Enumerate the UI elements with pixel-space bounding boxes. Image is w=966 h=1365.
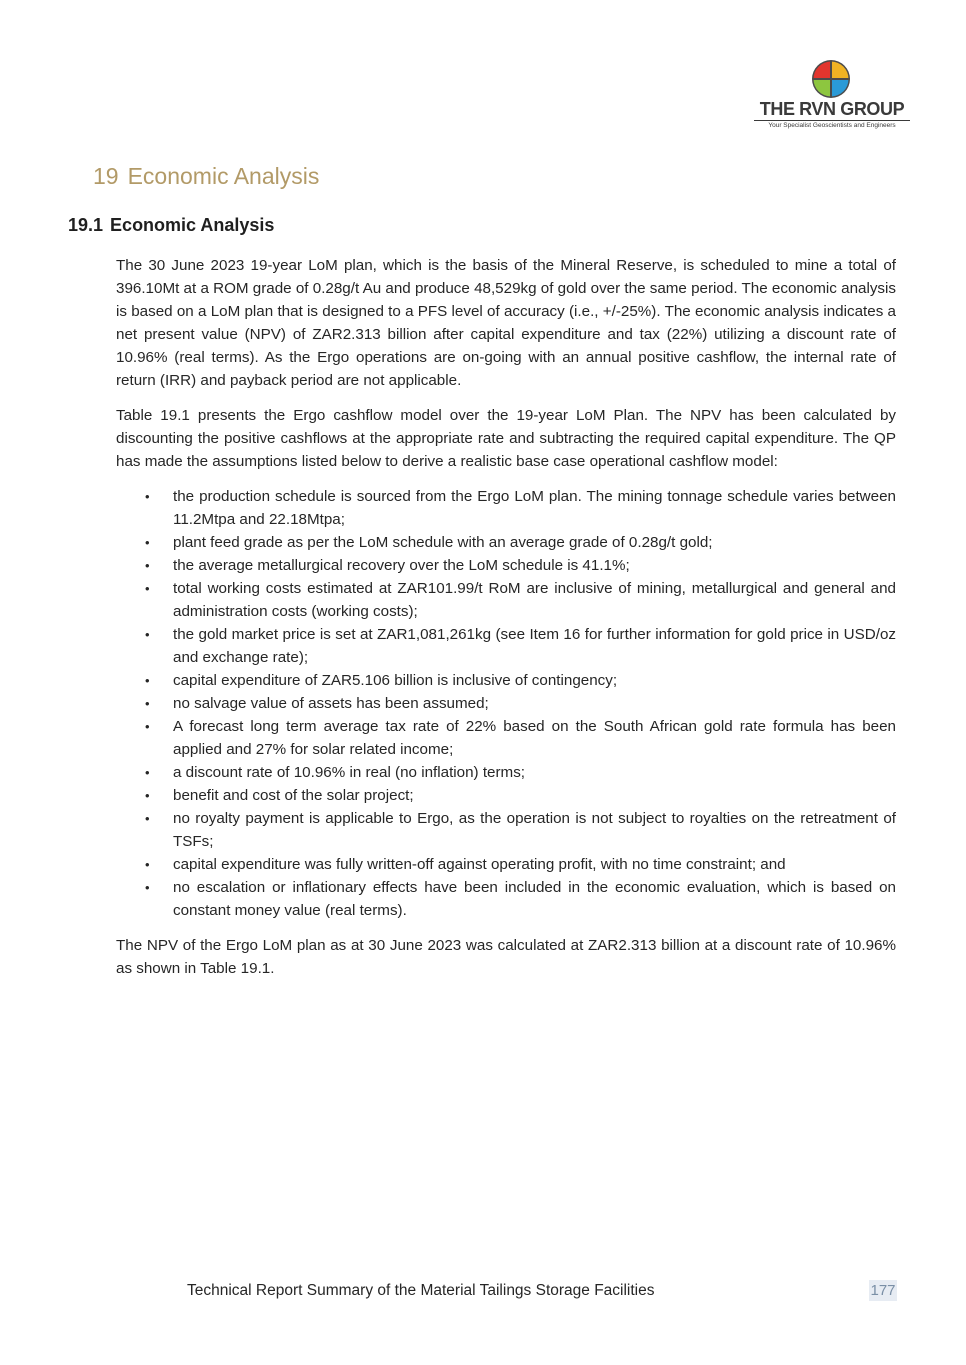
list-item: • no salvage value of assets has been assumed; [116,692,896,715]
bullet-icon: • [145,696,150,711]
list-item: • a discount rate of 10.96% in real (no inflation) terms; [116,761,896,784]
list-item: • the gold market price is set at ZAR1,081,261kg (see Item 16 for further information for gold price in USD/oz and exchange rate); [116,623,896,669]
bullet-icon: • [145,581,150,596]
list-item: • capital expenditure of ZAR5.106 billion is inclusive of contingency; [116,669,896,692]
list-item: • total working costs estimated at ZAR101.99/t RoM are inclusive of mining, metallurgical and general and administration costs (working costs); [116,577,896,623]
bullet-icon: • [145,788,150,803]
list-item: • no royalty payment is applicable to Ergo, as the operation is not subject to royalties on the retreatment of TSFs; [116,807,896,853]
paragraph-cashflow-intro: Table 19.1 presents the Ergo cashflow model over the 19-year LoM Plan. The NPV has been calculated by discounting the positive cashflows at the appropriate rate and subtracting the required capital expenditure. The QP has made the assumptions listed below to derive a realistic base case operational cashflow model: [116,407,896,470]
bullet-icon: • [145,535,150,550]
list-item: • no escalation or inflationary effects have been included in the economic evaluation, which is based on constant money value (real terms). [116,876,896,922]
assumptions-list [116,485,896,922]
logo-company-name: THE RVN GROUP [759,99,905,119]
page-number: 177 [870,1282,896,1299]
company-logo [752,58,912,132]
section-title: Economic Analysis [110,215,275,235]
list-item: • benefit and cost of the solar project; [116,784,896,807]
list-item: • plant feed grade as per the LoM schedule with an average grade of 0.28g/t gold; [116,531,896,554]
section-number: 19.1 [68,215,104,235]
bullet-icon: • [145,558,150,573]
chapter-title: Economic Analysis [127,163,320,189]
chapter-number: 19 [93,163,119,189]
list-item: • capital expenditure was fully written-off against operating profit, with no time constraint; and [116,853,896,876]
bullet-icon: • [145,719,150,734]
section-heading [68,214,274,236]
bullet-icon: • [145,489,150,504]
bullet-icon: • [145,880,150,895]
bullet-icon: • [145,627,150,642]
bullet-icon: • [145,811,150,826]
chapter-heading [93,162,319,190]
bullet-icon: • [145,857,150,872]
logo-tagline: Your Specialist Geoscientists and Engineers [768,122,896,129]
body-content [116,254,896,992]
rvn-logo-icon [810,58,852,100]
list-item: • A forecast long term average tax rate of 22% based on the South African gold rate formula has been applied and 27% for solar related income; [116,715,896,761]
bullet-icon: • [145,765,150,780]
list-item: • the average metallurgical recovery over the LoM schedule is 41.1%; [116,554,896,577]
footer-title: Technical Report Summary of the Material Tailings Storage Facilities [187,1282,655,1299]
paragraph-npv-summary: The 30 June 2023 19-year LoM plan, which is the basis of the Mineral Reserve, is scheduled to mine a total of 396.10Mt at a ROM grade of 0.28g/t Au and produce 48,529kg of gold over the same period. The economic analysis is based on a LoM plan that is designed to a PFS level of accuracy (i.e., +/-25%). The economic analysis indicates a net present value (NPV) of ZAR2.313 billion after capital expenditure and tax (22%) utilizing a discount rate of 10.96% (real terms). As the Ergo operations are on-going with an annual positive cashflow, the internal rate of return (IRR) and payback period are not applicable. [116,257,896,389]
list-item: • the production schedule is sourced from the Ergo LoM plan. The mining tonnage schedule varies between 11.2Mtpa and 22.18Mtpa; [116,485,896,531]
paragraph-npv-conclusion: The NPV of the Ergo LoM plan as at 30 June 2023 was calculated at ZAR2.313 billion at a discount rate of 10.96% as shown in Table 19.1. [116,937,896,977]
logo-divider [754,120,910,121]
bullet-icon: • [145,673,150,688]
